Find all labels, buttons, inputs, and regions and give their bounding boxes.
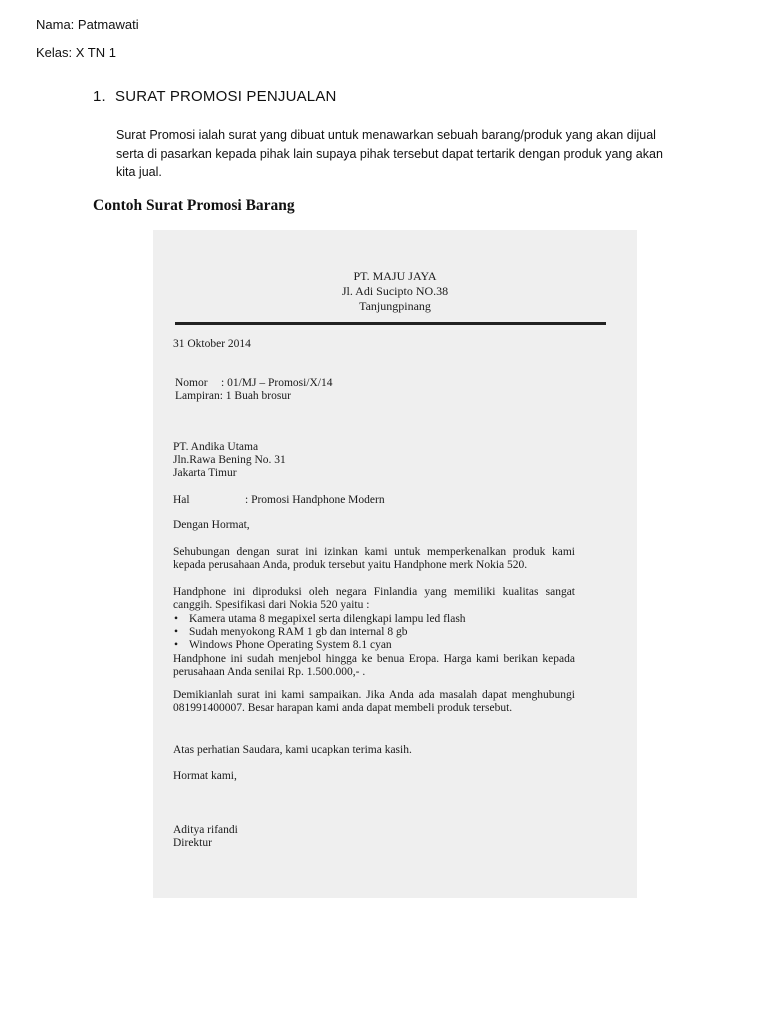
letter-greeting: Dengan Hormat,	[173, 519, 250, 531]
letter-signer-title: Direktur	[173, 837, 212, 849]
spec-item: • Windows Phone Operating System 8.1 cyan	[173, 639, 466, 652]
letter-nomor-label: Nomor	[175, 377, 208, 389]
letter-nomor-value: : 01/MJ – Promosi/X/14	[221, 377, 333, 389]
letter-company: PT. MAJU JAYA	[353, 269, 437, 283]
letter-city: Tanjungpinang	[359, 299, 431, 313]
recipient-line: PT. Andika Utama	[173, 441, 259, 453]
letter-signer: Aditya rifandi	[173, 824, 238, 836]
letter-paragraph-3: Handphone ini sudah menjebol hingga ke benua Eropa. Harga kami berikan kepada perusahaan Anda senilai Rp. 1.500.000,- .	[173, 653, 575, 678]
letter-hal-value: : Promosi Handphone Modern	[245, 494, 385, 506]
student-name: Nama: Patmawati	[36, 17, 139, 32]
example-letter-image	[153, 230, 637, 898]
example-heading: Contoh Surat Promosi Barang	[93, 197, 295, 214]
section-title	[93, 88, 337, 105]
letter-lampiran: Lampiran: 1 Buah brosur	[175, 390, 291, 402]
spec-item: • Kamera utama 8 megapixel serta dilengkapi lampu led flash	[173, 613, 466, 626]
letter-paragraph-1: Sehubungan dengan surat ini izinkan kami untuk memperkenalkan produk kami kepada perusahaan Anda, produk tersebut yaitu Handphone merk Nokia 520.	[173, 546, 575, 571]
recipient-line: Jakarta Timur	[173, 467, 237, 479]
intro-paragraph: Surat Promosi ialah surat yang dibuat untuk menawarkan sebuah barang/produk yang akan dijual serta di pasarkan kepada pihak lain supaya pihak tersebut dapat tertarik dengan produk yang akan kita jual.	[116, 128, 663, 179]
letter-paragraph-4: Demikianlah surat ini kami sampaikan. Jika Anda ada masalah dapat menghubungi 081991400007. Besar harapan kami anda dapat membeli produk tersebut.	[173, 689, 575, 714]
letter-closing: Hormat kami,	[173, 770, 237, 782]
recipient-line: Jln.Rawa Bening No. 31	[173, 454, 286, 466]
letter-hal-label: Hal	[173, 494, 190, 506]
letter-paragraph-2: Handphone ini diproduksi oleh negara Finlandia yang memiliki kualitas sangat canggih. Spesifikasi dari Nokia 520 yaitu :	[173, 586, 575, 611]
letter-date: 31 Oktober 2014	[173, 338, 251, 350]
section-number: 1.	[93, 88, 106, 105]
student-class: Kelas: X TN 1	[36, 45, 116, 60]
spec-item: • Sudah menyokong RAM 1 gb dan internal 8 gb	[173, 626, 466, 639]
letterhead-rule	[175, 322, 606, 325]
section-title-text: SURAT PROMOSI PENJUALAN	[115, 88, 337, 105]
letter-thanks: Atas perhatian Saudara, kami ucapkan terima kasih.	[173, 744, 412, 756]
letter-address: Jl. Adi Sucipto NO.38	[341, 284, 449, 298]
spec-list	[173, 613, 466, 652]
